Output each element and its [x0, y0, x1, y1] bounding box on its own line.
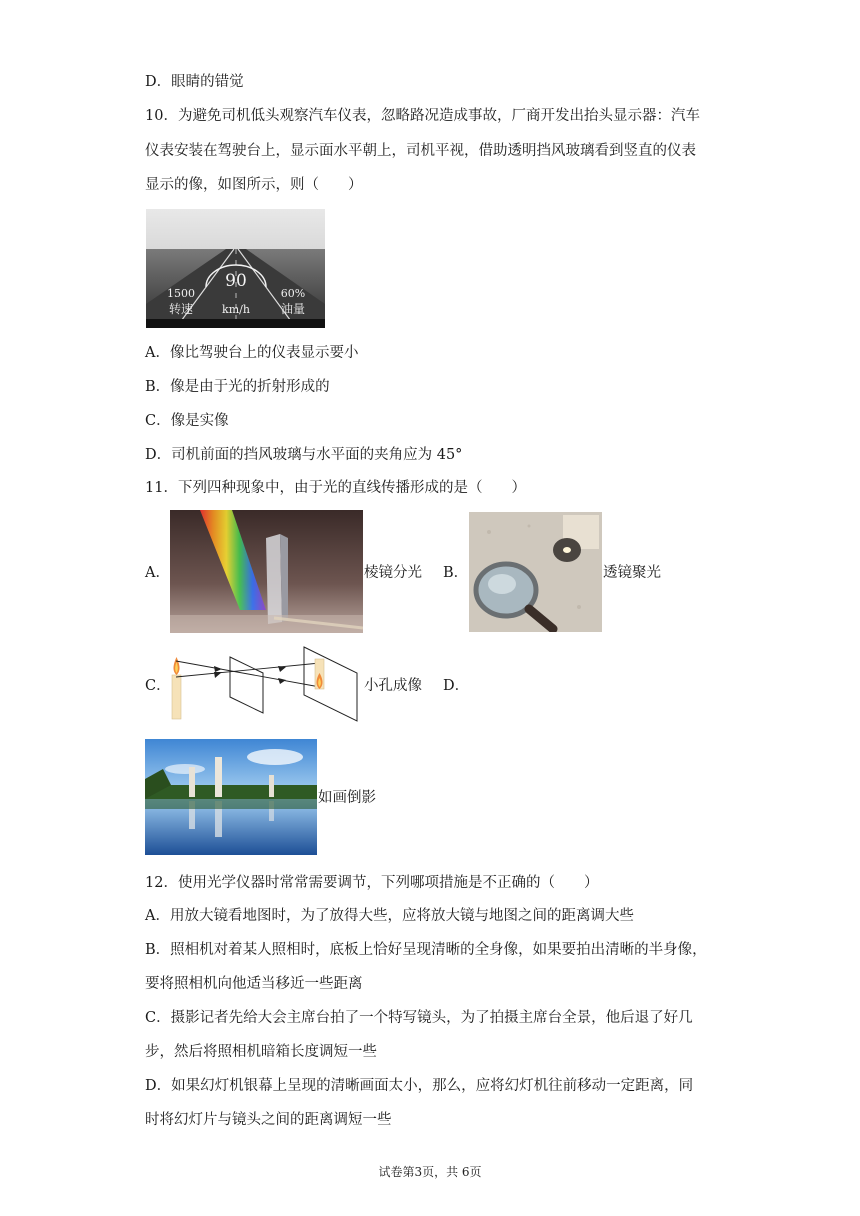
hud-rpm: 1500: [167, 287, 195, 300]
q10-stem-line-1: 10．为避免司机低头观察汽车仪表，忽略路况造成事故，厂商开发出抬头显示器：汽车: [145, 108, 700, 124]
q10-stem-line-3: 显示的像，如图所示，则（ ）: [145, 177, 363, 193]
q11-b-caption: 透镜聚光: [603, 565, 661, 581]
q12-line-1: A．用放大镜看地图时，为了放得大些，应将放大镜与地图之间的距离调大些: [145, 908, 634, 924]
hud-speed: 90: [225, 271, 247, 291]
pinhole-diagram: [168, 645, 362, 723]
q11-c-caption: 小孔成像: [364, 678, 422, 694]
q11-a-caption: 棱镜分光: [364, 565, 422, 581]
q10-option-a: A．像比驾驶台上的仪表显示要小: [145, 345, 359, 361]
q12-line-4: C．摄影记者先给大会主席台拍了一个特写镜头，为了拍摄主席台全景，他后退了好几: [145, 1010, 693, 1026]
hud-photo: [146, 209, 325, 328]
hud-unit: km/h: [222, 303, 250, 316]
hud-rpm-label: 转速: [168, 302, 194, 316]
q11-d-letter: D．: [443, 678, 470, 694]
hud-fuel: 60%: [280, 287, 306, 300]
q11-stem: 11．下列四种现象中，由于光的直线传播形成的是（ ）: [145, 480, 526, 496]
q12-line-7: 时将幻灯片与镜头之间的距离调短一些: [145, 1112, 392, 1128]
page-footer: 试卷第3页，共 6页: [378, 1165, 482, 1179]
q11-a-letter: A．: [145, 565, 170, 581]
q12-line-3: 要将照相机向他适当移近一些距离: [145, 976, 363, 992]
q10-option-d: D．司机前面的挡风玻璃与水平面的夹角应为 45°: [145, 447, 463, 463]
hud-fuel-label: 油量: [280, 302, 306, 316]
q11-b-letter: B．: [443, 565, 469, 581]
q12-stem: 12．使用光学仪器时常常需要调节，下列哪项措施是不正确的（ ）: [145, 875, 599, 891]
prism-photo: [170, 510, 363, 633]
q12-line-6: D．如果幻灯机银幕上呈现的清晰画面太小，那么，应将幻灯机往前移动一定距离，同: [145, 1078, 694, 1094]
q11-c-letter: C．: [145, 678, 171, 694]
q10-stem-line-2: 仪表安装在驾驶台上，显示面水平朝上，司机平视，借助透明挡风玻璃看到竖直的仪表: [145, 143, 696, 159]
q12-line-2: B．照相机对着某人照相时，底板上恰好呈现清晰的全身像，如果要拍出清晰的半身像，: [145, 942, 707, 958]
q10-option-b: B．像是由于光的折射形成的: [145, 379, 330, 395]
q10-option-c: C．像是实像: [145, 413, 229, 429]
q12-line-5: 步，然后将照相机暗箱长度调短一些: [145, 1044, 377, 1060]
q11-d-caption: 如画倒影: [318, 790, 376, 806]
pagoda-reflection-photo: [145, 739, 317, 855]
magnifier-photo: [469, 512, 602, 632]
q9-option-d: D．眼睛的错觉: [145, 74, 244, 90]
